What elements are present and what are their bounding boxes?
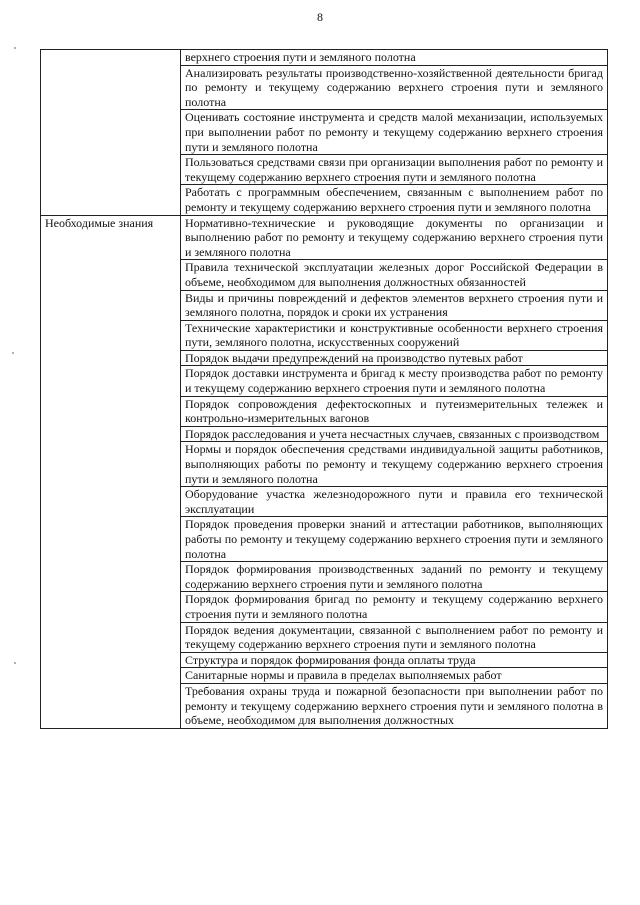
knowledge-item: Порядок доставки инструмента и бригад к месту производства работ по ремонту и текущему содержанию верхнего строения пути и земляного полотна [181,366,608,396]
knowledge-item: Санитарные нормы и правила в пределах выполняемых работ [181,668,608,684]
knowledge-item: Структура и порядок формирования фонда оплаты труда [181,652,608,668]
knowledge-item: Порядок проведения проверки знаний и аттестации работников, выполняющих работы по ремонту и текущему содержанию верхнего строения пути и земляного полотна [181,517,608,562]
knowledge-item: Нормы и порядок обеспечения средствами индивидуальной защиты работников, выполняющих работы по ремонту и текущему содержанию верхнего строения пути и земляного полотна [181,442,608,487]
skill-item: Анализировать результаты производственно-хозяйственной деятельности бригад по ремонту и текущему содержанию верхнего строения пути и земляного полотна [181,65,608,110]
knowledge-item: Требования охраны труда и пожарной безопасности при выполнении работ по ремонту и текущему содержанию верхнего строения пути и земляного полотна в объеме, необходимом для выполнения должностных [181,683,608,728]
skill-item: верхнего строения пути и земляного полотна [181,50,608,66]
table-row [41,215,608,260]
scan-speck [12,352,14,354]
knowledge-item: Технические характеристики и конструктивные особенности верхнего строения пути, земляного полотна, искусственных сооружений [181,320,608,350]
knowledge-item: Правила технической эксплуатации железных дорог Российской Федерации в объеме, необходимом для выполнения должностных обязанностей [181,260,608,290]
knowledge-item: Нормативно-технические и руководящие документы по организации и выполнению работ по ремонту и текущему содержанию верхнего строения пути и земляного полотна [181,215,608,260]
knowledge-item: Виды и причины повреждений и дефектов элементов верхнего строения пути и земляного полотна, порядок и сроки их устранения [181,290,608,320]
requirements-table [40,49,608,729]
page-number: 8 [317,10,323,24]
knowledge-item: Оборудование участка железнодорожного пути и правила его технической эксплуатации [181,487,608,517]
knowledge-item: Порядок формирования бригад по ремонту и текущему содержанию верхнего строения пути и земляного полотна [181,592,608,622]
skill-item: Оценивать состояние инструмента и средств малой механизации, используемых при выполнении работ по ремонту и текущему содержанию верхнего строения пути и земляного полотна [181,110,608,155]
knowledge-label: Необходимые знания [41,215,181,728]
knowledge-item: Порядок выдачи предупреждений на производство путевых работ [181,350,608,366]
knowledge-item: Порядок ведения документации, связанной с выполнением работ по ремонту и текущему содержанию верхнего строения пути и земляного полотна [181,622,608,652]
scan-speck [14,47,16,49]
knowledge-item: Порядок сопровождения дефектоскопных и путеизмерительных тележек и контрольно-измерительных вагонов [181,396,608,426]
skill-item: Работать с программным обеспечением, связанным с выполнением работ по ремонту и текущему содержанию верхнего строения пути и земляного полотна [181,185,608,215]
skill-item: Пользоваться средствами связи при организации выполнения работ по ремонту и текущему содержанию верхнего строения пути и земляного полотна [181,155,608,185]
scan-speck [14,662,16,664]
knowledge-item: Порядок формирования производственных заданий по ремонту и текущему содержанию верхнего строения пути и земляного полотна [181,562,608,592]
skills-label-cell [41,50,181,216]
table-row [41,50,608,66]
knowledge-item: Порядок расследования и учета несчастных случаев, связанных с производством [181,426,608,442]
